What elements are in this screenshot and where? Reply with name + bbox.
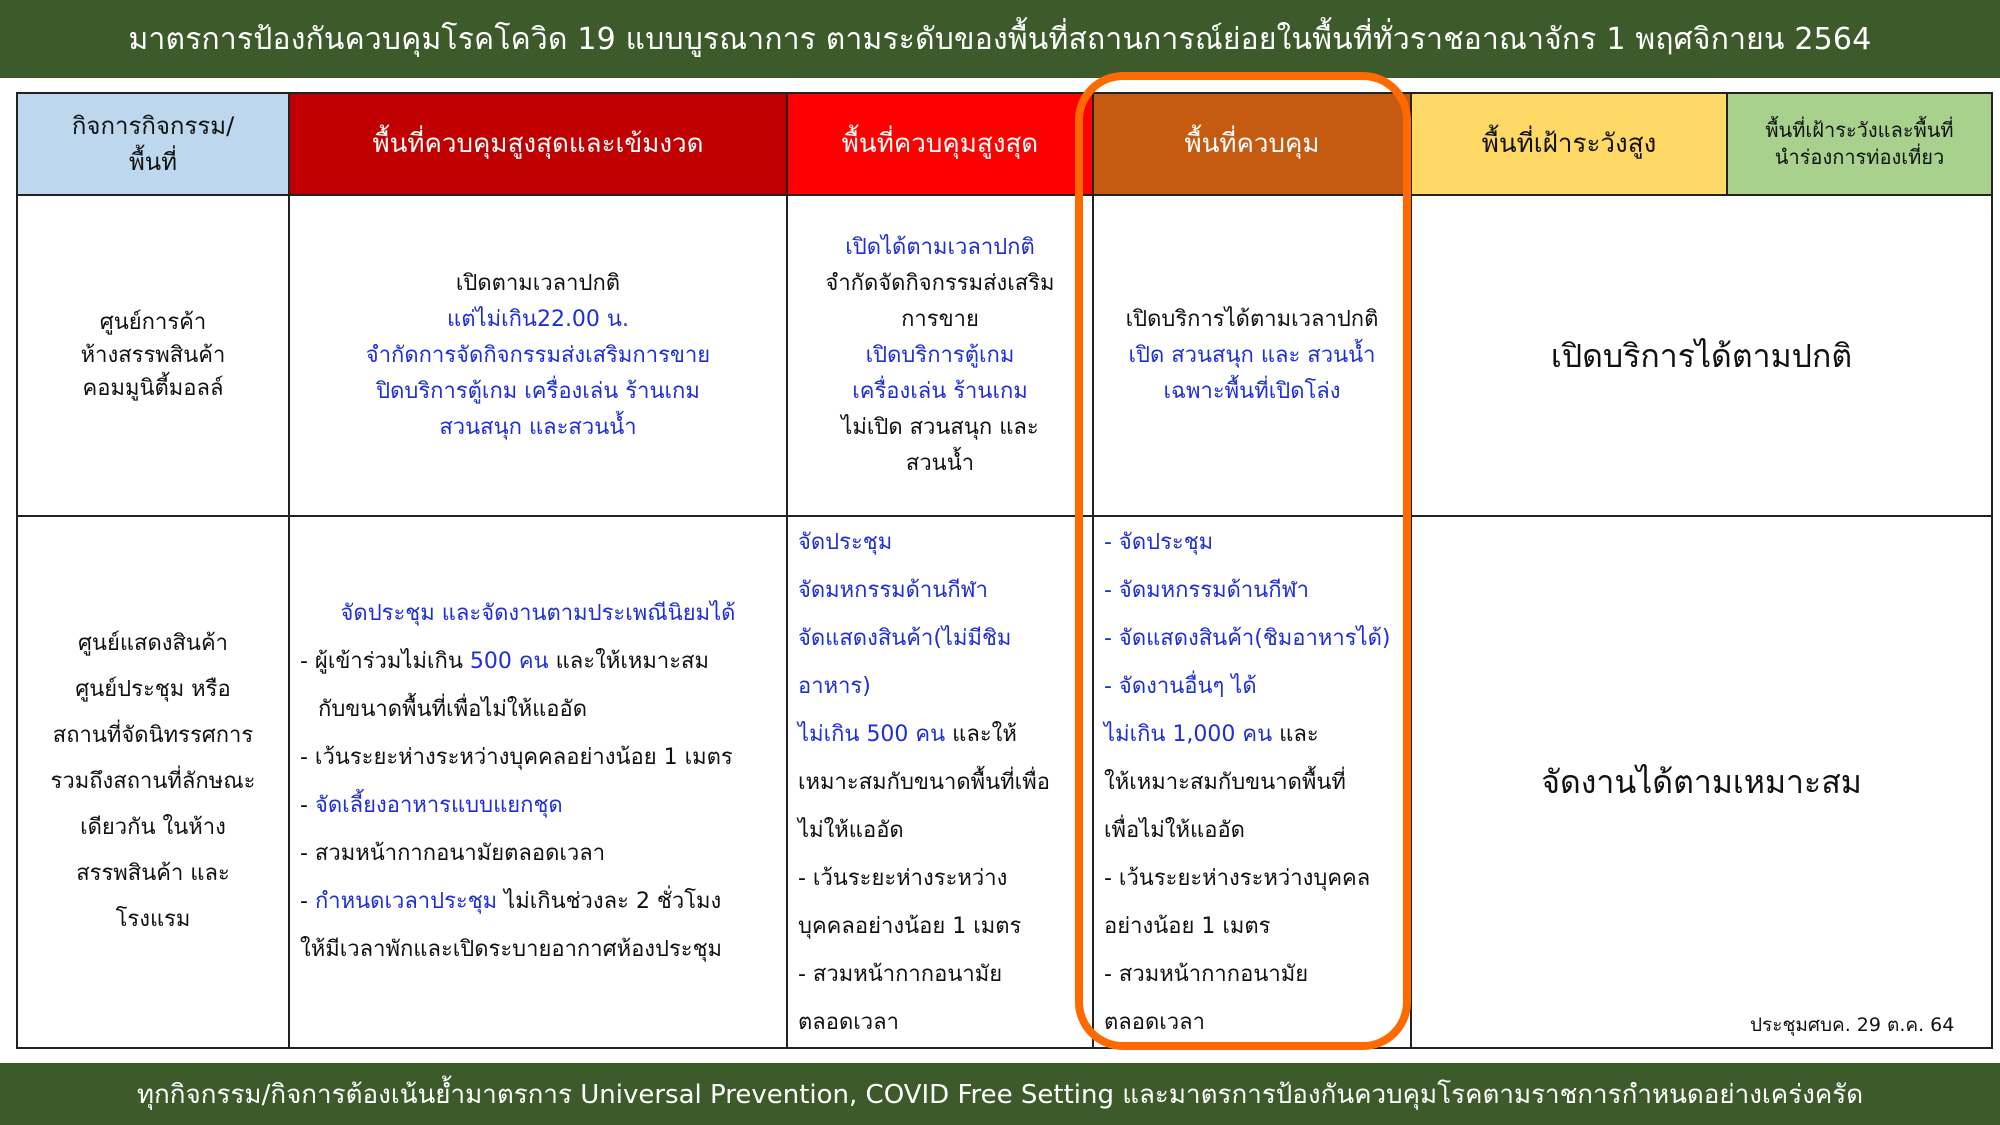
row2-control-line: - จัดงานอื่นๆ ได้ [1104,674,1257,699]
row2-max-strict-line: - สวมหน้ากากอนามัยตลอดเวลา [300,841,606,866]
row2-control-cell [1093,516,1411,1048]
row1-control-line: เปิด สวนสนุก และ สวนน้ำ [1128,342,1376,368]
row1-control-cell [1093,195,1411,516]
row1-label-line: ศูนย์การค้า [99,310,207,335]
row-label-shopping-centers [17,195,289,516]
row2-control-line: ให้เหมาะสมกับขนาดพื้นที่ [1104,770,1346,795]
header-pilot-line-1: พื้นที่เฝ้าระวังและพื้นที่ [1765,118,1954,142]
row2-label-line: สถานที่จัดนิทรรศการ [52,723,254,748]
row2-label-line: โรงแรม [115,907,191,932]
row2-max-line: ตลอดเวลา [798,1010,899,1035]
row1-max-line: สวนน้ำ [905,450,975,476]
row2-label-line: รวมถึงสถานที่ลักษณะ [50,769,256,794]
page-title: มาตรการป้องกันควบคุมโรคโควิด 19 แบบบูรณาการ ตามระดับของพื้นที่สถานการณ์ย่อยในพื้นที่ทั่วราชอาณาจักร 1 พฤศจิกายน 2564 [0,0,2000,78]
row2-label-line: ศูนย์ประชุม หรือ [75,677,231,702]
footer-banner: ทุกกิจกรรม/กิจการต้องเน้นย้ำมาตรการ Universal Prevention, COVID Free Setting และมาตรการป้องกันควบคุมโรคตามราชการกำหนดอย่างเคร่งครัด [0,1063,2000,1125]
measures-table [16,92,1993,1049]
row2-max-cell [787,516,1093,1048]
row1-max-line: เปิดได้ตามเวลาปกติ [845,234,1035,260]
row2-max-strict-heading: จัดประชุม และจัดงานตามประเพณีนิยมได้ [340,601,736,626]
header-control-zone: พื้นที่ควบคุม [1093,93,1411,195]
row2-label-line: เดียวกัน ในห้าง [80,815,226,840]
header-max-strict-zone: พื้นที่ควบคุมสูงสุดและเข้มงวด [289,93,787,195]
row-label-exhibition-centers [17,516,289,1048]
row1-max-strict-line: ปิดบริการตู้เกม เครื่องเล่น ร้านเกม [376,378,700,404]
limit-text: ไม่เกิน 500 คน [798,722,946,747]
text-span: - ผู้เข้าร่วมไม่เกิน [300,649,470,674]
row1-max-strict-line: แต่ไม่เกิน22.00 น. [447,306,629,332]
row2-label-line: ศูนย์แสดงสินค้า [77,631,229,656]
row2-max-line: - สวมหน้ากากอนามัย [798,962,1003,987]
row1-max-line: เครื่องเล่น ร้านเกม [852,378,1028,404]
row1-high-pilot-cell: เปิดบริการได้ตามปกติ [1411,195,1992,516]
row1-control-line: เฉพาะพื้นที่เปิดโล่ง [1163,378,1341,404]
row2-control-line: ตลอดเวลา [1104,1010,1205,1035]
row2-max-line: จัดมหกรรมด้านกีฬา [798,578,989,603]
row1-max-strict-line: สวนสนุก และสวนน้ำ [439,414,637,440]
row2-high-pilot-cell: จัดงานได้ตามเหมาะสม [1411,516,1992,1048]
row2-max-line: เหมาะสมกับขนาดพื้นที่เพื่อ [798,770,1050,795]
row1-max-line: การขาย [901,306,979,332]
row2-max-strict-line: - เว้นระยะห่างระหว่างบุคคลอย่างน้อย 1 เมตร [300,745,733,770]
header-activity [17,93,289,195]
row2-control-line: - จัดประชุม [1104,530,1214,555]
row2-max-line [788,711,1092,759]
row2-max-strict-line: ให้มีเวลาพักและเปิดระบายอากาศห้องประชุม [300,937,723,962]
row1-label-line: ห้างสรรพสินค้า [80,343,226,368]
row2-max-line: บุคคลอย่างน้อย 1 เมตร [798,914,1022,939]
row2-max-strict-line [290,878,786,926]
row2-control-line: - เว้นระยะห่างระหว่างบุคคล [1104,866,1371,891]
row2-control-line [1094,711,1410,759]
highlight-text: จัดเลี้ยงอาหารแบบแยกชุด [314,793,563,818]
text-span: ไม่เกินช่วงละ 2 ชั่วโมง [497,889,722,914]
row2-control-line: - สวมหน้ากากอนามัย [1104,962,1309,987]
header-high-surveillance-zone: พื้นที่เฝ้าระวังสูง [1411,93,1727,195]
row2-label-line: สรรพสินค้า และ [76,861,230,886]
row2-max-line: - เว้นระยะห่างระหว่าง [798,866,1008,891]
row2-control-line: เพื่อไม่ให้แออัด [1104,818,1245,843]
row1-max-line: จำกัดจัดกิจกรรมส่งเสริม [825,270,1055,296]
row2-max-line: ไม่ให้แออัด [798,818,904,843]
row2-max-line: อาหาร) [798,674,871,699]
row2-control-line: อย่างน้อย 1 เมตร [1104,914,1271,939]
row2-control-line: - จัดมหกรรมด้านกีฬา [1104,578,1309,603]
row2-max-strict-line [290,782,786,830]
text-span: - [300,793,315,818]
text-span: และให้ [945,722,1017,747]
row2-max-strict-line: กับขนาดพื้นที่เพื่อไม่ให้แออัด [318,697,587,722]
row1-max-strict-cell [289,195,787,516]
table-row-shopping-centers [17,195,1992,516]
header-row [17,93,1992,195]
header-activity-line-1: กิจการกิจกรรม/ [71,112,235,140]
meeting-note: ประชุมศบค. 29 ต.ค. 64 [1750,1014,1955,1036]
table-row-exhibition-centers [17,516,1992,1048]
row2-control-line: - จัดแสดงสินค้า(ชิมอาหารได้) [1104,626,1391,651]
text-span: และให้เหมาะสม [548,649,709,674]
text-span: - [300,889,315,914]
row1-max-strict-line: เปิดตามเวลาปกติ [455,270,621,296]
limit-text: 500 คน [469,649,549,674]
header-pilot-line-2: นำร่องการท่องเที่ยว [1774,145,1945,169]
text-span: และ [1272,722,1319,747]
row2-max-line: จัดประชุม [798,530,893,555]
header-max-zone: พื้นที่ควบคุมสูงสุด [787,93,1093,195]
row2-max-strict-cell [289,516,787,1048]
row1-max-line: เปิดบริการตู้เกม [865,342,1015,368]
row1-max-line: ไม่เปิด สวนสนุก และ [841,414,1039,440]
header-activity-line-2: พื้นที่ [128,148,178,176]
row1-label-line: คอมมูนิตี้มอลล์ [82,376,224,401]
row1-control-line: เปิดบริการได้ตามเวลาปกติ [1125,306,1379,332]
row2-max-line: จัดแสดงสินค้า(ไม่มีชิม [798,626,1012,651]
row1-max-strict-line: จำกัดการจัดกิจกรรมส่งเสริมการขาย [365,342,711,368]
limit-text: ไม่เกิน 1,000 คน [1104,722,1273,747]
row2-max-strict-line [290,638,786,686]
highlight-text: กำหนดเวลาประชุม [314,889,498,914]
header-pilot-tourism-zone [1727,93,1992,195]
row1-max-cell [787,195,1093,516]
